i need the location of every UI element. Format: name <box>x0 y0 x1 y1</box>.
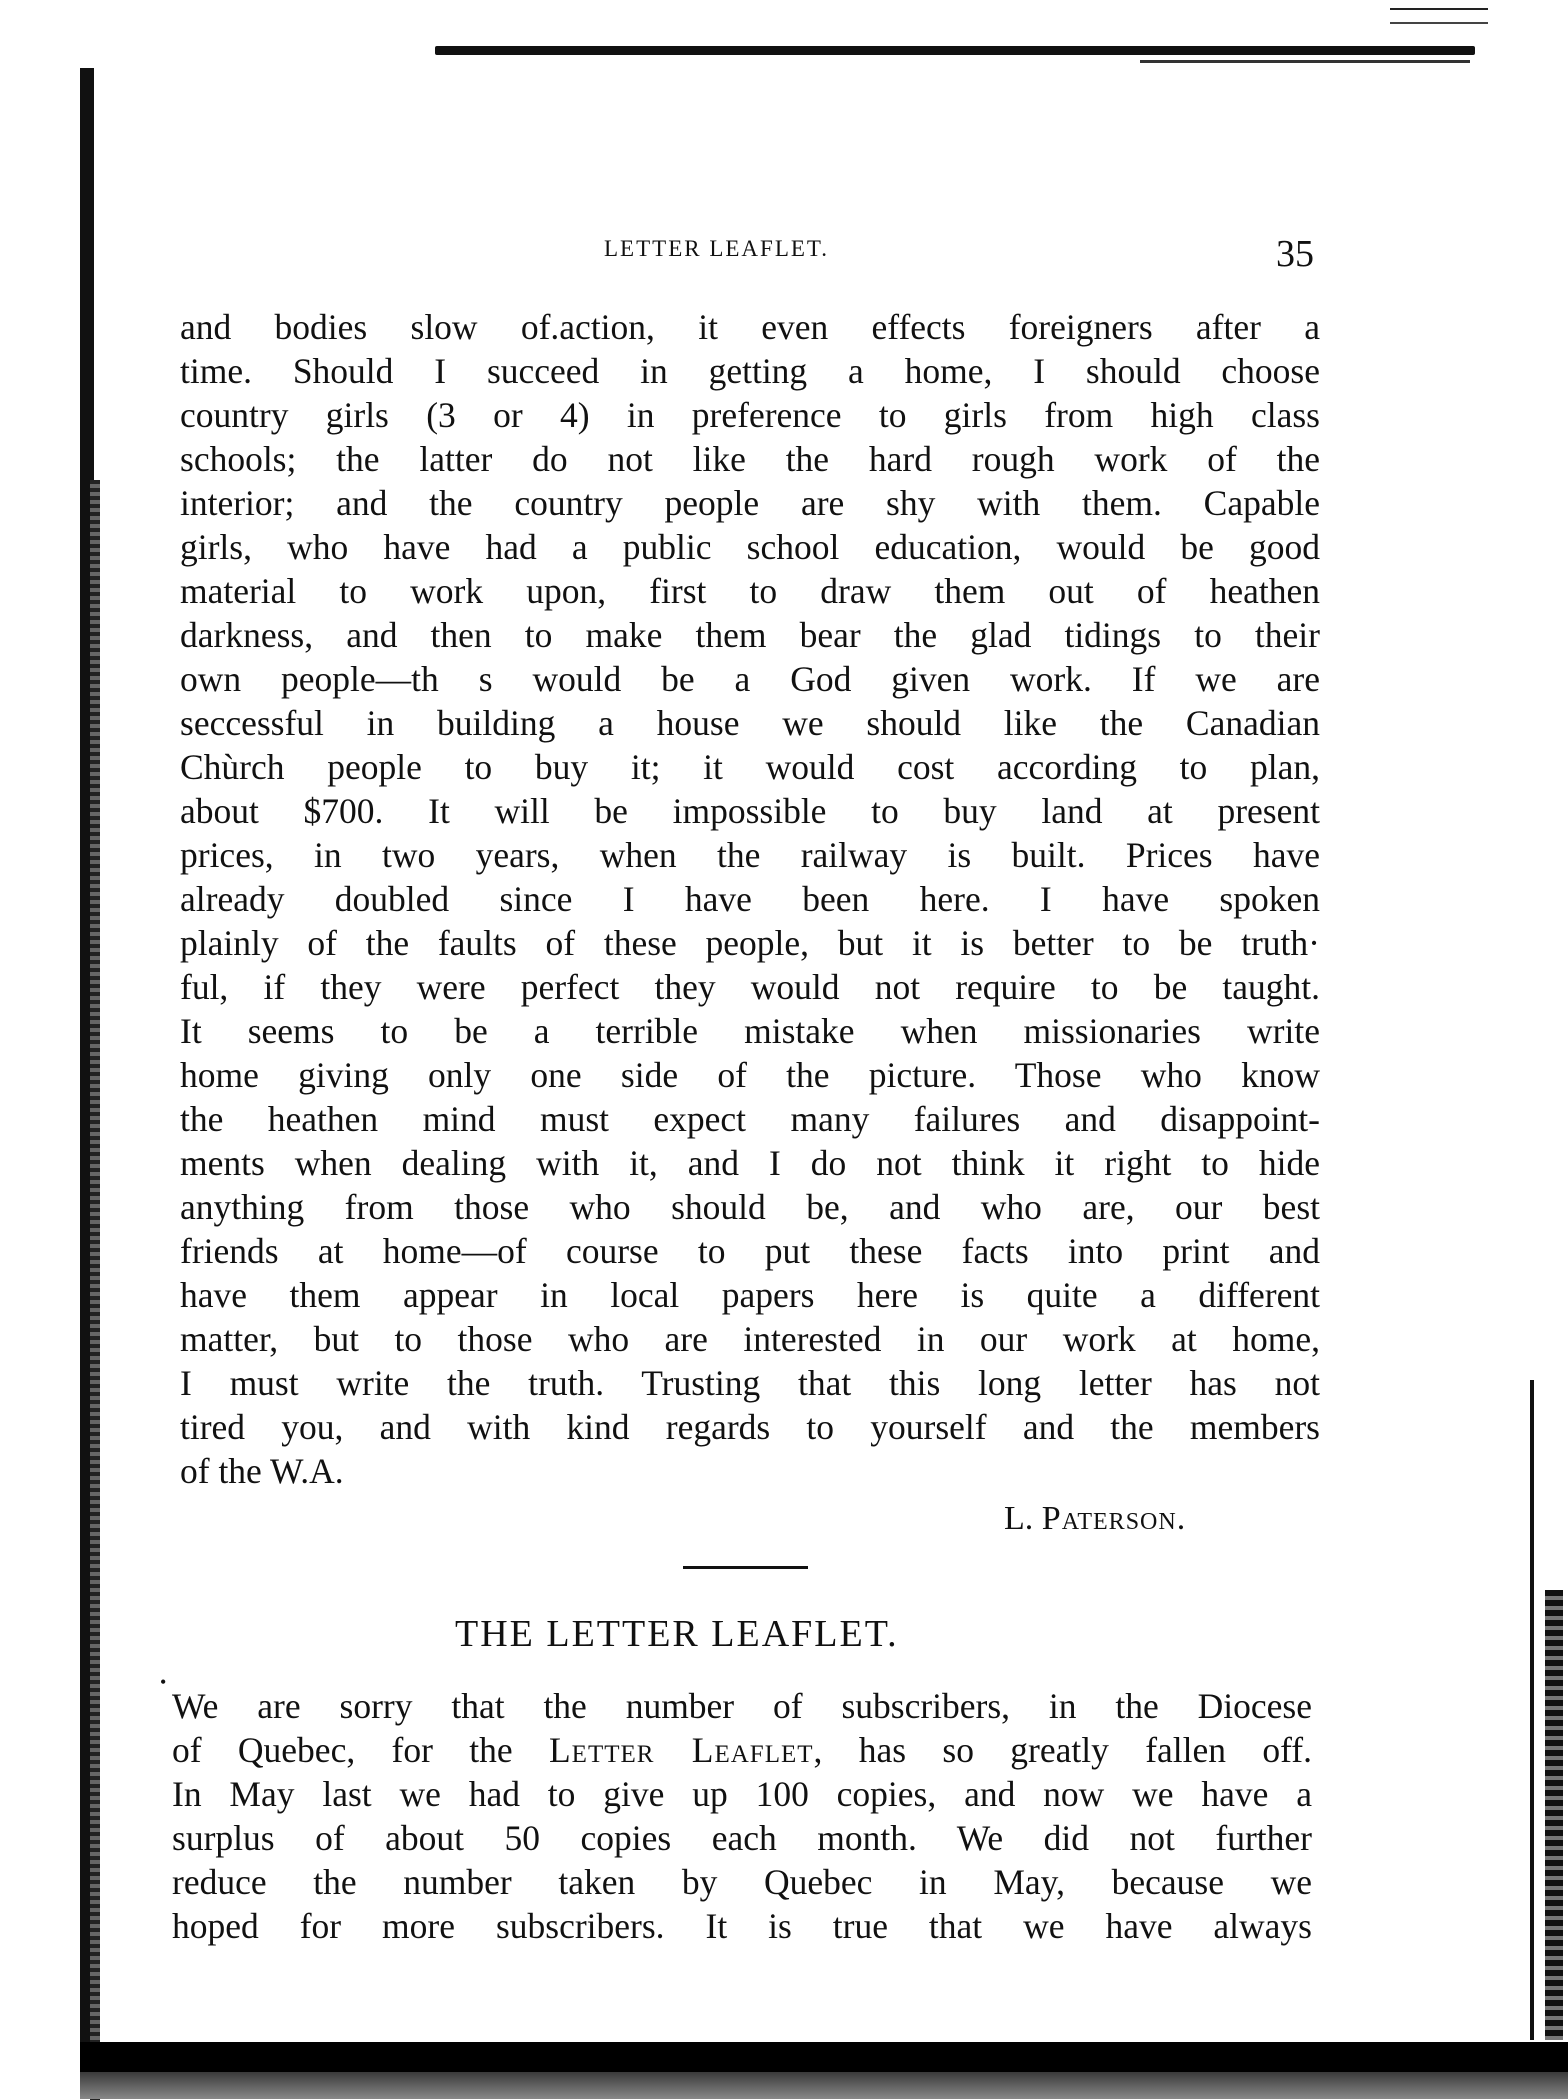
body-line: interior; and the country people are shy with them. Capable <box>180 483 1320 523</box>
body-line: and bodies slow of.action, it even effects foreigners after a <box>180 307 1320 347</box>
body-line: material to work upon, first to draw them out of heathen <box>180 571 1320 611</box>
body-line: ful, if they were perfect they would not require to be taught. <box>180 967 1320 1007</box>
running-head: LETTER LEAFLET. <box>604 236 830 261</box>
body-line: darkness, and then to make them bear the glad tidings to their <box>180 615 1320 655</box>
section-divider <box>683 1566 808 1569</box>
letter-body <box>180 305 1320 1493</box>
body-line: about $700. It will be impossible to buy land at present <box>180 791 1320 831</box>
body-line: of the W.A. <box>180 1451 344 1491</box>
body-line: own people—th s would be a God given work. If we are <box>180 659 1320 699</box>
section-heading: THE LETTER LEAFLET. <box>455 1613 899 1655</box>
top-rule <box>435 46 1475 55</box>
body-line: plainly of the faults of these people, but it is better to be truth· <box>180 923 1320 963</box>
scan-edge-mark <box>1390 8 1488 10</box>
scan-edge-mark <box>1390 22 1488 24</box>
publication-title: Letter Leaflet <box>549 1730 814 1770</box>
page-number: 35 <box>1276 233 1314 275</box>
body-line: schools; the latter do not like the hard rough work of the <box>180 439 1320 479</box>
body-line: already doubled since I have been here. I have spoken <box>180 879 1320 919</box>
body-line: the heathen mind must expect many failures and disappoint- <box>180 1099 1320 1139</box>
body-line: hoped for more subscribers. It is true that we have always <box>172 1906 1312 1946</box>
signature-name: Paterson. <box>1041 1500 1187 1537</box>
body-text: , has so greatly fallen off. <box>813 1730 1312 1770</box>
section-rest-lines <box>172 1772 1312 1948</box>
left-edge-texture <box>90 480 100 2100</box>
body-line: It seems to be a terrible mistake when missionaries write <box>180 1011 1320 1051</box>
body-line: home giving only one side of the picture. Those who know <box>180 1055 1320 1095</box>
top-rule-shadow <box>1140 60 1470 63</box>
body-line: friends at home—of course to put these facts into print and <box>180 1231 1320 1271</box>
body-line: have them appear in local papers here is quite a different <box>180 1275 1320 1315</box>
signature <box>1004 1500 1186 1538</box>
bottom-page-edge <box>80 2042 1568 2099</box>
right-page-edge <box>1530 1380 1534 2040</box>
body-line: country girls (3 or 4) in preference to girls from high class <box>180 395 1320 435</box>
section-body <box>172 1684 1312 1948</box>
body-line: surplus of about 50 copies each month. We did not further <box>172 1818 1312 1858</box>
body-line: girls, who have had a public school education, would be good <box>180 527 1320 567</box>
body-line: matter, but to those who are interested in our work at home, <box>180 1319 1320 1359</box>
right-edge-texture <box>1545 1590 1563 2040</box>
body-line: ments when dealing with it, and I do not think it right to hide <box>180 1143 1320 1183</box>
body-line: reduce the number taken by Quebec in May, because we <box>172 1862 1312 1902</box>
body-line: tired you, and with kind regards to yourself and the members <box>180 1407 1320 1447</box>
body-line: seccessful in building a house we should like the Canadian <box>180 703 1320 743</box>
body-line: In May last we had to give up 100 copies, and now we have a <box>172 1774 1312 1814</box>
body-line: I must write the truth. Trusting that this long letter has not <box>180 1363 1320 1403</box>
body-text: of Quebec, for the <box>172 1730 549 1770</box>
body-line: We are sorry that the number of subscribers, in the Diocese <box>172 1686 1312 1726</box>
signature-initial: L. <box>1004 1500 1042 1537</box>
body-line <box>172 1728 1312 1772</box>
body-line: Chùrch people to buy it; it would cost according to plan, <box>180 747 1320 787</box>
body-line: time. Should I succeed in getting a home, I should choose <box>180 351 1320 391</box>
body-line: prices, in two years, when the railway is built. Prices have <box>180 835 1320 875</box>
body-line: anything from those who should be, and who are, our best <box>180 1187 1320 1227</box>
bullet-mark: • <box>160 1672 167 1692</box>
